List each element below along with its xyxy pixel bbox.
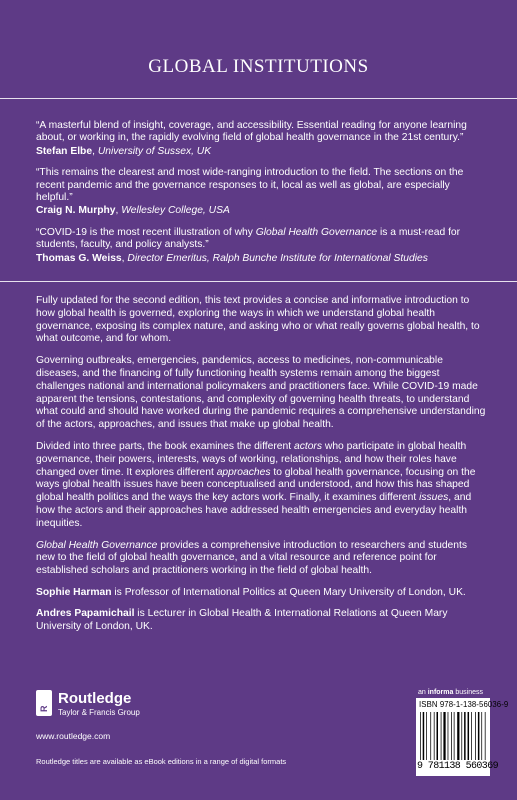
publisher-logo xyxy=(36,690,206,741)
quote-source: Craig N. Murphy, Wellesley College, USA xyxy=(36,205,230,217)
author-description: is Lecturer in Global Health & International Relations at Queen Mary University of London, UK. xyxy=(36,607,448,632)
blurb-paragraph-3 xyxy=(36,441,488,531)
barcode-bar xyxy=(420,712,421,760)
logo-mark-letter: R xyxy=(39,705,49,712)
informa-tagline xyxy=(418,689,483,696)
book-title: Global Health Governance xyxy=(36,539,158,551)
quote-affiliation: Wellesley College, USA xyxy=(121,205,230,217)
barcode-bar xyxy=(464,712,466,760)
emphasis: issues xyxy=(419,492,449,504)
barcode-bar xyxy=(481,712,482,760)
endorsements xyxy=(36,120,486,274)
endorsement-2 xyxy=(36,167,486,218)
author-bios xyxy=(36,587,488,633)
barcode-bar xyxy=(475,712,476,760)
isbn-barcode xyxy=(416,698,509,776)
ebook-note: Routledge titles are available as eBook editions in a range of digital formats xyxy=(36,757,287,766)
quote-affiliation: Director Emeritus, Ralph Bunche Institute for International Studies xyxy=(127,252,428,264)
blurb-paragraph-4 xyxy=(36,540,488,578)
barcode-bar xyxy=(443,712,445,760)
publisher-name: Routledge xyxy=(58,690,132,707)
quote-affiliation: University of Sussex, UK xyxy=(97,145,212,157)
barcode-bar xyxy=(468,712,470,760)
quote-author: Stefan Elbe xyxy=(36,145,93,157)
author-name: Andres Papamichail xyxy=(36,607,135,619)
informa-brand: informa xyxy=(427,689,454,696)
endorsement-3 xyxy=(36,227,486,265)
top-divider xyxy=(0,98,517,99)
emphasis: approaches xyxy=(216,466,271,478)
barcode-icon xyxy=(420,712,486,760)
text-part: Divided into three parts, the book examines the different xyxy=(36,440,294,452)
endorsement-1 xyxy=(36,120,486,158)
barcode-bar xyxy=(454,712,455,760)
barcode-bar xyxy=(451,712,452,760)
barcode-bar xyxy=(426,712,427,760)
text-part: , and how the actors and their approaches have addressed health emergencies and everyday health inequities. xyxy=(36,492,472,529)
barcode-bar xyxy=(448,712,449,760)
informa-suffix: business xyxy=(453,689,483,696)
barcode-bar xyxy=(471,712,472,760)
barcode-bar xyxy=(478,712,480,760)
quote-book-title: Global Health Governance xyxy=(255,226,378,238)
text-part: provides a comprehensive introduction to researchers and students new to the field of global health governance, and a vital resource and reference point for established scholars and practitioners working in the field of global health. xyxy=(36,539,468,577)
barcode-digits: 9 781138 560369 xyxy=(417,761,499,772)
quote-text: “A masterful blend of insight, coverage, and accessibility. Essential reading for anyone learning about, or working in, the rapidly evolving field of global health governance in the 21st century.” xyxy=(36,120,467,144)
middle-divider xyxy=(0,281,517,282)
informa-prefix: an xyxy=(418,689,428,696)
barcode-bar xyxy=(423,712,425,760)
emphasis: actors xyxy=(293,440,323,452)
text-part: who participate in global health governance, their powers, interests, ways of working, relationships, and how their roles have changed over time. It explores different xyxy=(36,440,467,478)
author-name: Sophie Harman xyxy=(36,586,112,598)
routledge-r-icon xyxy=(36,690,52,716)
quote-text-part: “COVID-19 is the most recent illustration of why xyxy=(36,226,256,238)
barcode-bar xyxy=(457,712,459,760)
author-bio-1 xyxy=(36,587,488,600)
barcode-bar xyxy=(441,712,442,760)
quote-author: Thomas G. Weiss xyxy=(36,252,122,264)
barcode-bar xyxy=(461,712,462,760)
isbn-label: ISBN 978-1-138-56036-9 xyxy=(419,700,509,709)
quote-source: Thomas G. Weiss, Director Emeritus, Ralph Bunche Institute for International Studies xyxy=(36,252,428,264)
text-part: to global health governance, focusing on the ways global health issues have been conceptualised and understood, and how this has shaped global health politics and the ways the key actors work. Finally, it examines different xyxy=(36,466,476,504)
series-title: GLOBAL INSTITUTIONS xyxy=(148,56,369,77)
author-description: is Professor of International Politics at Queen Mary University of London, UK. xyxy=(111,586,466,598)
barcode-bar xyxy=(485,712,486,760)
blurb xyxy=(36,295,488,641)
barcode-bar xyxy=(430,712,431,760)
quote-text-part: is a must-read for students, faculty, and policy analysts.” xyxy=(36,226,461,251)
blurb-paragraph-2: Governing outbreaks, emergencies, pandemics, access to medicines, non-communicable diseases, and the financing of fully functioning health systems remain among the biggest challenges national and international policymakers and practitioners face. While COVID-19 made apparent the tensions, contestations, and complexity of governing health threats, to understand what could and should have worked during the pandemic requires a comprehensive understanding of the actors, approaches, and issues that make up global health. xyxy=(36,355,486,431)
quote-text xyxy=(36,227,486,252)
publisher-group: Taylor & Francis Group xyxy=(58,708,140,717)
quote-source: Stefan Elbe, University of Sussex, UK xyxy=(36,145,212,157)
quote-author: Craig N. Murphy xyxy=(36,205,116,217)
blurb-paragraph-1: Fully updated for the second edition, this text provides a concise and informative introduction to how global health is governed, exploring the ways in which we understand global health governance, exposing its complex nature, and asking who or what really governs global health, to what outcome, and for whom. xyxy=(36,295,480,345)
barcode-bar xyxy=(434,712,435,760)
barcode-bar xyxy=(437,712,439,760)
quote-text: “This remains the clearest and most wide-ranging introduction to the field. The sections on the recent pandemic and the governance responses to it, local as well as global, are especially helpful.” xyxy=(36,167,464,204)
publisher-url[interactable]: www.routledge.com xyxy=(36,731,111,741)
author-bio-2 xyxy=(36,608,488,634)
